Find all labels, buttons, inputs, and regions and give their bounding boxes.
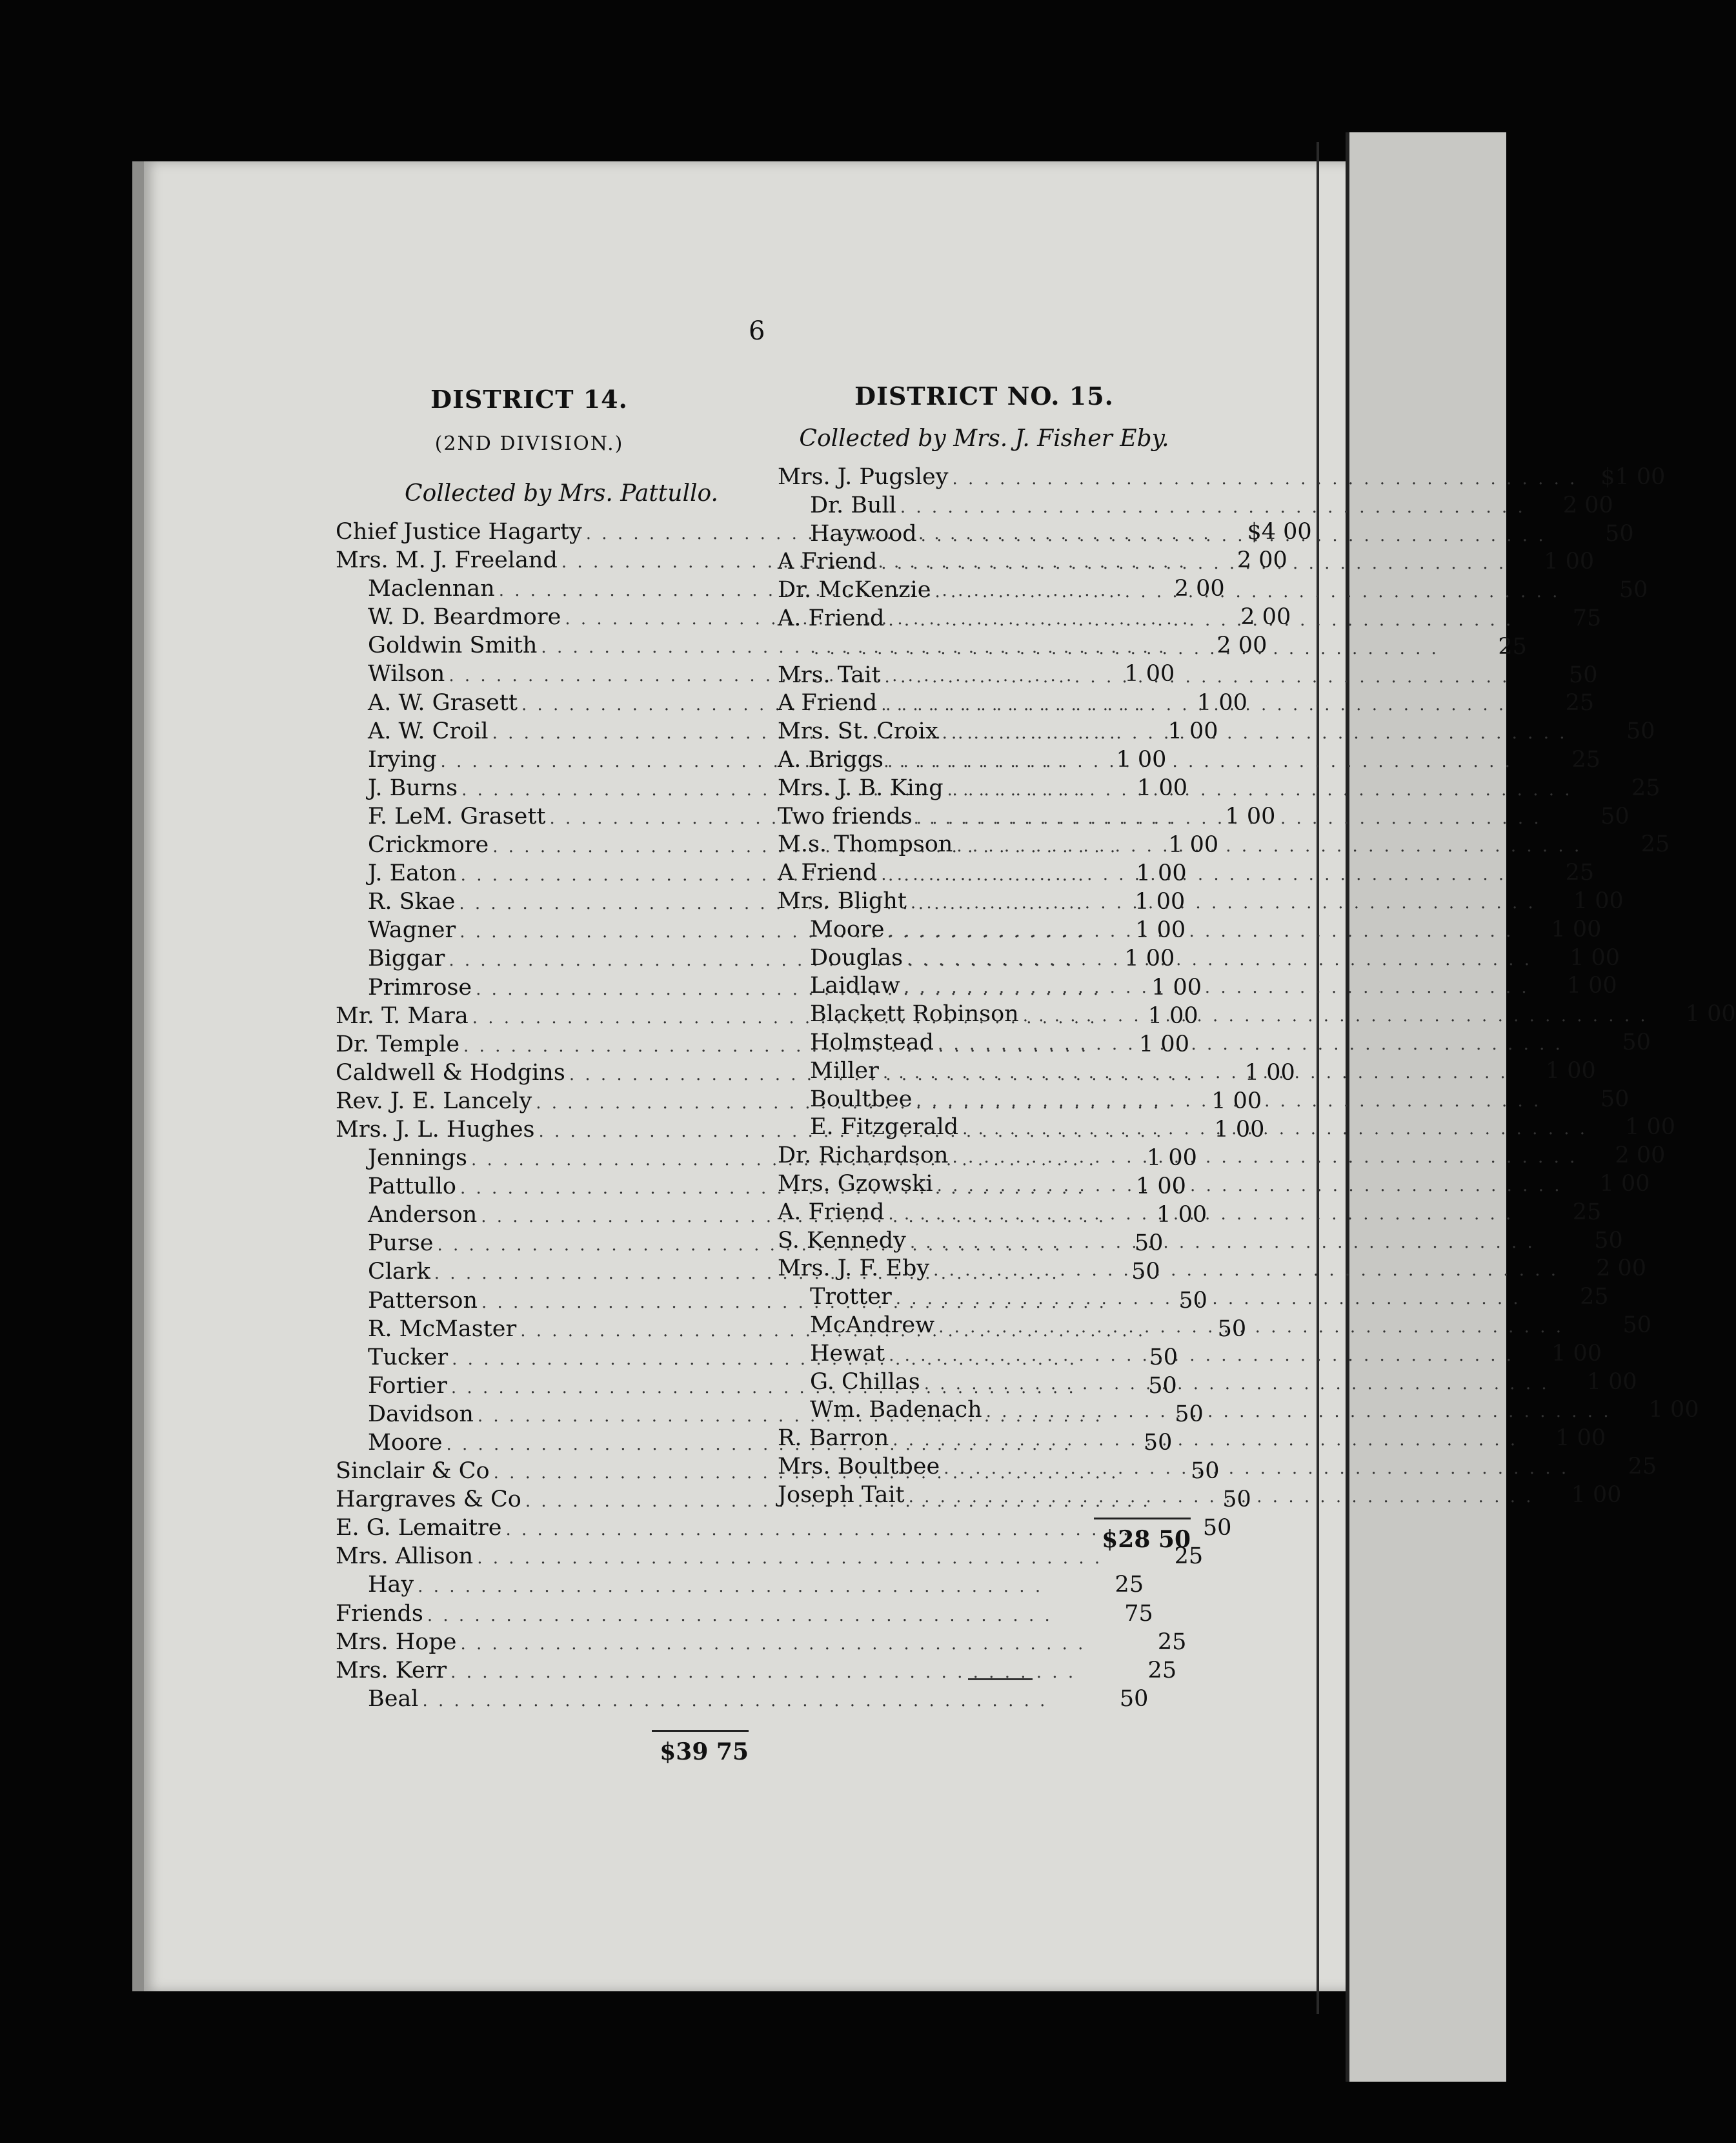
list-item: Hay . . . 25 xyxy=(336,1570,749,1599)
list-item: S. Kennedy . . . 50 xyxy=(778,1226,1191,1255)
list-item: Pattullo . . . 1 00 xyxy=(336,1172,749,1201)
list-item: R. Barron . . . 1 00 xyxy=(778,1424,1191,1452)
list-item: F. LeM. Grasett . . . 1 00 xyxy=(336,802,749,831)
list-item: Mrs. J. F. Eby . . . 2 00 xyxy=(778,1254,1191,1283)
list-item: Beal . . . 50 xyxy=(336,1685,749,1713)
list-item: Holmstead . . . 50 xyxy=(778,1028,1191,1057)
list-item: E. Fitzgerald . . . 1 00 xyxy=(778,1113,1191,1141)
list-item: M.s. Thompson . . . 25 xyxy=(778,830,1191,858)
section-end-rule xyxy=(968,1678,1033,1680)
district-15-total: $28 50 xyxy=(1102,1526,1191,1554)
list-item: J. Eaton . . . 1 00 xyxy=(336,859,749,888)
district-14-total: $39 75 xyxy=(660,1738,749,1765)
list-item: Sinclair & Co . . . 50 xyxy=(336,1457,749,1485)
list-item: Moore . . . 1 00 xyxy=(778,915,1191,944)
list-item: Joseph Tait . . . 1 00 xyxy=(778,1481,1191,1509)
list-item: A. Friend . . . 25 xyxy=(778,1198,1191,1226)
list-item: Moore . . . 50 xyxy=(336,1428,749,1457)
list-item: Davidson . . . 50 xyxy=(336,1400,749,1428)
list-item: Wilson . . . 1 00 xyxy=(336,660,749,688)
list-item: E. G. Lemaitre . . . 50 xyxy=(336,1514,749,1542)
list-item: Wm. Badenach . . . 1 00 xyxy=(778,1396,1191,1424)
list-item: Haywood . . . 50 xyxy=(778,520,1191,548)
list-item: Purse . . . 50 xyxy=(336,1229,749,1257)
list-item: G. Chillas . . . 1 00 xyxy=(778,1368,1191,1396)
list-item: Dr. Richardson . . . 2 00 xyxy=(778,1141,1191,1170)
list-item: Fortier . . . 50 xyxy=(336,1372,749,1400)
list-item: Anderson . . . 1 00 xyxy=(336,1201,749,1229)
list-item: Two friends . . . 50 xyxy=(778,802,1191,831)
list-item: Crickmore . . . 1 00 xyxy=(336,831,749,859)
list-item: Boultbee . . . 50 xyxy=(778,1085,1191,1113)
list-item: Goldwin Smith . . . 2 00 xyxy=(336,631,749,660)
district-14-division: (2ND DIVISION.) xyxy=(434,432,624,455)
list-item: Mrs. Allison . . . 25 xyxy=(336,1542,749,1570)
list-item: Chief Justice Hagarty . . . $4 00 xyxy=(336,518,749,546)
district-15-total-block xyxy=(778,1518,1191,1556)
district-14-collector: Collected by Mrs. Pattullo. xyxy=(405,480,718,507)
list-item: A Friend . . . 25 xyxy=(778,689,1191,717)
list-item: Mrs. J. B. King . . . 25 xyxy=(778,774,1191,802)
list-item: Caldwell & Hodgins . . . 1 00 xyxy=(336,1059,749,1087)
list-item: A. Briggs . . . 25 xyxy=(778,746,1191,774)
list-item: McAndrew . . . 50 xyxy=(778,1311,1191,1339)
list-item: R. Skae . . . 1 00 xyxy=(336,888,749,916)
district-14-total-block xyxy=(336,1713,749,1768)
list-item: Irying . . . 1 00 xyxy=(336,746,749,774)
list-item: A. Friend . . . 75 xyxy=(778,604,1191,633)
list-item: Biggar . . . 1 00 xyxy=(336,944,749,973)
list-item: A. W. Grasett . . . 1 00 xyxy=(336,689,749,717)
list-item: J. Burns . . . 1 00 xyxy=(336,774,749,802)
list-item: R. McMaster . . . 50 xyxy=(336,1315,749,1343)
list-item: Rev. J. E. Lancely . . . 1 00 xyxy=(336,1087,749,1115)
list-item: Mrs. Gzowski . . . 1 00 xyxy=(778,1170,1191,1198)
list-item: Trotter . . . 25 xyxy=(778,1283,1191,1311)
list-item: Blackett Robinson . . . 1 00 xyxy=(778,1000,1191,1028)
list-item: Maclennan . . . 2 00 xyxy=(336,574,749,603)
list-item: Friends . . . 75 xyxy=(336,1600,749,1628)
list-item: Mrs. Boultbee . . . 25 xyxy=(778,1452,1191,1481)
list-item: Hargraves & Co . . . 50 xyxy=(336,1485,749,1514)
list-item: Dr. Temple . . . 1 00 xyxy=(336,1030,749,1059)
list-item: Wagner . . . 1 00 xyxy=(336,916,749,944)
list-item: Douglas . . . 1 00 xyxy=(778,944,1191,972)
list-item: Mr. T. Mara . . . 1 00 xyxy=(336,1002,749,1030)
list-item: W. D. Beardmore . . . 2 00 xyxy=(336,603,749,631)
list-item: Mrs. Hope . . . 25 xyxy=(336,1628,749,1656)
list-item: Mrs. M. J. Freeland . . . 2 00 xyxy=(336,546,749,574)
total-rule xyxy=(1094,1518,1191,1523)
list-item: A Friend . . . 1 00 xyxy=(778,547,1191,576)
list-item: Patterson . . . 50 xyxy=(336,1286,749,1315)
list-item: . . . 25 xyxy=(778,633,1191,661)
list-item: Mrs. J. L. Hughes . . . 1 00 xyxy=(336,1115,749,1144)
list-item: Mrs. St. Croix . . . 50 xyxy=(778,717,1191,746)
list-item: Laidlaw . . . 1 00 xyxy=(778,971,1191,1000)
district-15-title: DISTRICT NO. 15. xyxy=(854,381,1114,411)
list-item: Jennings . . . 1 00 xyxy=(336,1144,749,1172)
list-item: Mrs. Tait . . . 50 xyxy=(778,661,1191,689)
list-item: Mrs. Blight . . . 1 00 xyxy=(778,887,1191,915)
list-item: Dr. Bull . . . 2 00 xyxy=(778,491,1191,520)
district-14-title: DISTRICT 14. xyxy=(430,385,628,414)
list-item: Hewat . . . 1 00 xyxy=(778,1339,1191,1368)
list-item: Clark . . . 50 xyxy=(336,1257,749,1286)
list-item: Mrs. Kerr . . . 25 xyxy=(336,1656,749,1685)
total-rule xyxy=(652,1730,749,1736)
page-number: 6 xyxy=(749,316,765,346)
list-item: Mrs. J. Pugsley . . . $1 00 xyxy=(778,463,1191,491)
district-15-collector: Collected by Mrs. J. Fisher Eby. xyxy=(799,425,1169,452)
list-item: A. W. Croil . . . 1 00 xyxy=(336,717,749,746)
list-item: Miller . . . 1 00 xyxy=(778,1057,1191,1085)
list-item: Primrose . . . 1 00 xyxy=(336,973,749,1002)
list-item: Tucker . . . 50 xyxy=(336,1343,749,1372)
list-item: Dr. McKenzie . . . 50 xyxy=(778,576,1191,604)
list-item: A Friend . . . 25 xyxy=(778,858,1191,887)
